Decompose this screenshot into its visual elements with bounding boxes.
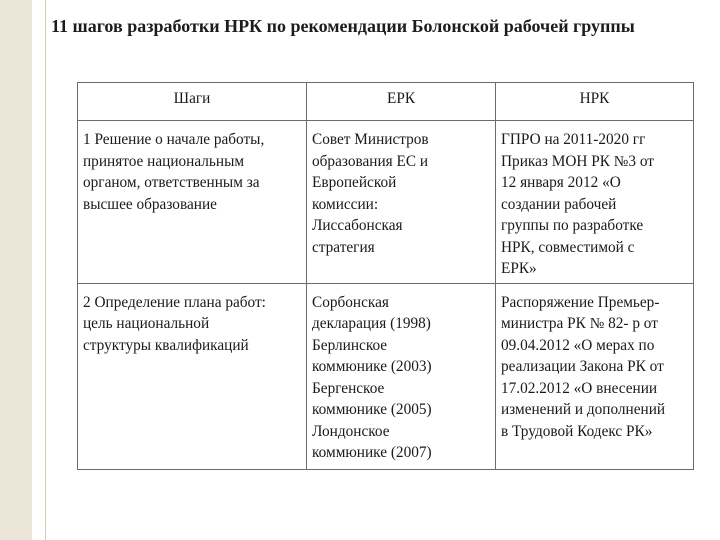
cell-nrk [496, 121, 694, 284]
cell-erk [307, 283, 496, 469]
cell-line: Лондонское [312, 422, 390, 440]
cell-line: в Трудовой Кодекс РК» [501, 422, 653, 440]
cell-line: НРК, совместимой с [501, 238, 635, 256]
cell-step [78, 121, 307, 284]
cell-line: образования ЕС и [312, 152, 429, 170]
table-row [78, 283, 694, 469]
cell-line: реализации Закона РК от [501, 358, 664, 375]
cell-line: 2 Определение плана работ: [83, 293, 266, 311]
cell-line: Распоряжение Премьер- [501, 293, 660, 311]
cell-line: стратегия [312, 238, 375, 256]
steps-table [77, 82, 694, 470]
cell-line: высшее образование [83, 195, 217, 213]
cell-line: 09.04.2012 «О мерах по [501, 336, 655, 354]
left-decorative-line [45, 0, 46, 540]
slide-title: 11 шагов разработки НРК по рекомендации Болонской рабочей группы [51, 16, 635, 36]
table-header-row [78, 83, 694, 121]
cell-line: принятое национальным [83, 152, 245, 170]
cell-line: 1 Решение о начале работы, [83, 131, 265, 148]
cell-line: Берлинское [312, 336, 388, 354]
cell-line: комиссии: [312, 195, 379, 213]
cell-line: изменений и дополнений [501, 401, 666, 418]
cell-line: коммюнике (2007) [312, 444, 432, 461]
cell-line: коммюнике (2005) [312, 401, 432, 418]
table-row [78, 121, 694, 284]
cell-line: декларация (1998) [312, 315, 431, 332]
cell-line: 17.02.2012 «О внесении [501, 379, 658, 397]
cell-line: министра РК № 82- р от [501, 315, 658, 332]
cell-line: структуры квалификаций [83, 336, 249, 354]
header-erk: ЕРК [307, 83, 496, 121]
cell-line: Лиссабонская [312, 217, 403, 234]
cell-line: Европейской [312, 174, 397, 191]
header-nrk: НРК [496, 83, 694, 121]
cell-line: создании рабочей [501, 195, 617, 213]
cell-line: ГПРО на 2011-2020 гг [501, 131, 646, 148]
cell-step [78, 283, 307, 469]
cell-line: группы по разработке [501, 217, 644, 234]
cell-erk [307, 121, 496, 284]
cell-line: 12 января 2012 «О [501, 174, 621, 191]
header-steps: Шаги [78, 83, 307, 121]
cell-line: Сорбонская [312, 293, 389, 311]
cell-line: ЕРК» [501, 260, 537, 277]
cell-line: Приказ МОН РК №3 от [501, 152, 654, 170]
cell-nrk [496, 283, 694, 469]
cell-line: цель национальной [83, 315, 210, 332]
left-decorative-band [0, 0, 32, 540]
cell-line: органом, ответственным за [83, 174, 260, 191]
cell-line: Совет Министров [312, 131, 429, 148]
cell-line: Бергенское [312, 379, 385, 397]
cell-line: коммюнике (2003) [312, 358, 432, 375]
